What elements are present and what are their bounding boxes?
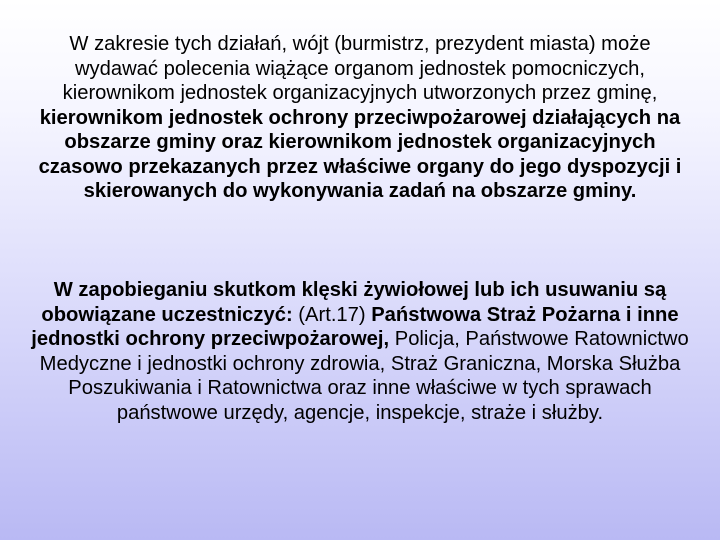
paragraph-obligations-regular-services: Policja, Państwowe Ratownictwo Medyczne i jednostki ochrony zdrowia, Straż Graniczna, Morska Służba Poszukiwania i Ratownictwa oraz inne właściwe w tych sprawach państwowe urzędy, agencje, inspekcje, straże i służby.: [39, 328, 689, 424]
paragraph-obligations-bold-intro: W zapobieganiu skutkom klęski żywiołowej lub ich usuwaniu są obowiązane uczestniczyć:: [41, 279, 667, 326]
paragraph-powers-bold: kierownikom jednostek ochrony przeciwpożarowej działających na obszarze gminy oraz kierownikom jednostek organizacyjnych czasowo przekazanych przez właściwe organy do jego dyspozycji i skierowanych do wykonywania zadań na obszarze gminy.: [38, 106, 682, 202]
paragraph-obligations-article-ref: (Art.17): [292, 303, 372, 326]
paragraph-powers-regular: W zakresie tych działań, wójt (burmistrz, prezydent miasta) może wydawać polecenia wiążące organom jednostek pomocniczych, kierownikom jednostek organizacyjnych utworzonych przez gminę,: [62, 33, 658, 104]
paragraph-powers: [30, 32, 690, 204]
paragraph-obligations-bold-fire-service: Państwowa Straż Pożarna i inne jednostki ochrony przeciwpożarowej,: [31, 303, 679, 350]
paragraph-obligations: [30, 278, 690, 425]
